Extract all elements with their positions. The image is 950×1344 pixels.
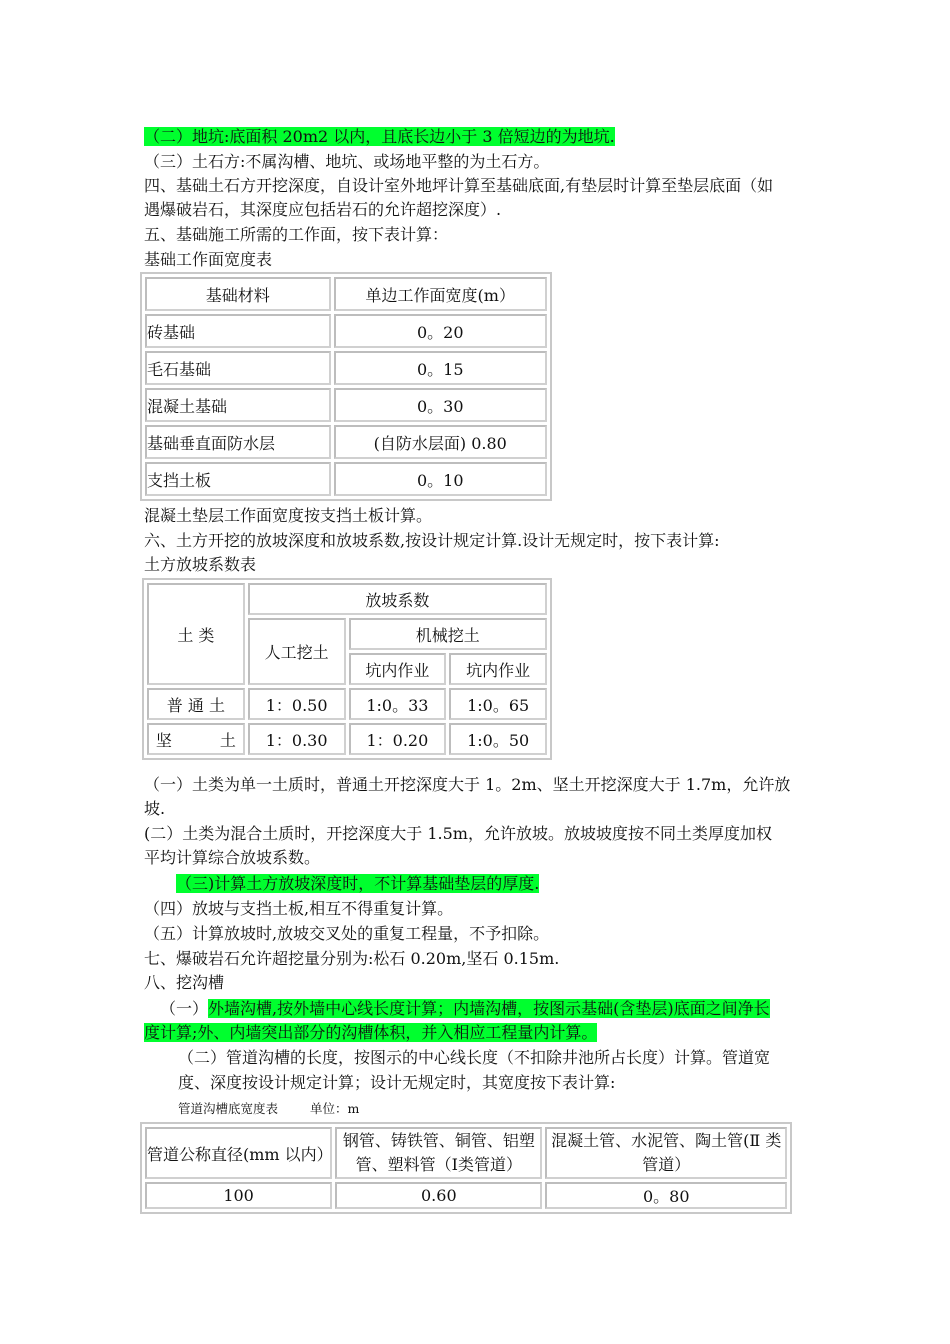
table-row: [145, 1182, 787, 1209]
table1-cell: 支挡土板: [145, 462, 331, 496]
slope-coefficient-table: [142, 578, 552, 760]
table2-cell: 1:0。65: [449, 688, 547, 720]
table-row: [145, 388, 547, 422]
table3-cell: 0。80: [545, 1182, 787, 1209]
table2-cell: 普 通 土: [147, 688, 245, 720]
table-row: [145, 351, 547, 385]
paragraph-no-double-count: （四）放坡与支挡土板,相互不得重复计算。: [144, 899, 454, 918]
table1-cell: 0。30: [334, 388, 548, 422]
paragraph-single-soil-line2: 坡.: [144, 799, 166, 818]
table2-cell: 1：0.20: [349, 723, 447, 755]
paragraph-mixed-soil-line2: 平均计算综合放坡系数。: [144, 848, 321, 867]
paragraph-slope-depth: （三)计算土方放坡深度时，不计算基础垫层的厚度.: [176, 874, 540, 893]
table1-header-material: 基础材料: [145, 277, 331, 311]
table1-cell: 基础垂直面防水层: [145, 425, 331, 459]
paragraph-wall-trench-line1: （一）外墙沟槽,按外墙中心线长度计算；内墙沟槽，按图示基础(含垫层)底面之间净长: [160, 999, 770, 1018]
paragraph-cushion-note: 混凝土垫层工作面宽度按支挡土板计算。: [144, 506, 433, 525]
paragraph-pipe-trench-line1: （二）管道沟槽的长度，按图示的中心线长度（不扣除井池所占长度）计算。管道宽: [178, 1048, 771, 1067]
table3-header-class2: 混凝土管、水泥管、陶土管(Ⅱ 类管道）: [545, 1127, 787, 1179]
table2-machine-header: 机械挖土: [349, 618, 548, 650]
paragraph-slope-intro: 六、土方开挖的放坡深度和放坡系数,按设计规定计算.设计无规定时，按下表计算:: [144, 531, 720, 550]
section-trench-heading: 八、挖沟槽: [144, 973, 225, 992]
table2-caption: 土方放坡系数表: [144, 555, 257, 574]
foundation-workface-table: [140, 272, 552, 501]
table-row: [147, 688, 547, 720]
table2-soil-type: 土 类: [147, 583, 245, 685]
table2-cell: 1:0。50: [449, 723, 547, 755]
paragraph-pit-definition: （二）地坑:底面积 20m2 以内，且底长边小于 3 倍短边的为地坑.: [144, 127, 615, 146]
table-row: [145, 462, 547, 496]
pipe-trench-width-table: [140, 1122, 792, 1214]
paragraph-depth-line1: 四、基础土石方开挖深度，自设计室外地坪计算至基础底面,有垫层时计算至垫层底面（如: [144, 176, 774, 195]
table-row: [147, 723, 547, 755]
paragraph-depth-line2: 遇爆破岩石，其深度应包括岩石的允许超挖深度）.: [144, 200, 502, 219]
table-row: [145, 314, 547, 348]
paragraph-pipe-trench-line2: 度、深度按设计规定计算；设计无规定时，其宽度按下表计算:: [178, 1073, 616, 1092]
table2-slope-header: 放坡系数: [248, 583, 547, 615]
table1-cell: 0。20: [334, 314, 548, 348]
table3-header-class1: 钢管、铸铁管、铜管、铝塑管、塑料管（Ⅰ类管道）: [335, 1127, 542, 1179]
paragraph-working-face: 五、基础施工所需的工作面，按下表计算：: [144, 225, 449, 244]
table2-cell: 坚 土: [147, 723, 245, 755]
table1-cell: 毛石基础: [145, 351, 331, 385]
table1-cell: 砖基础: [145, 314, 331, 348]
table1-cell: (自防水层面) 0.80: [334, 425, 548, 459]
table3-cell: 0.60: [335, 1182, 542, 1209]
table2-pit-header-1: 坑内作业: [349, 653, 447, 685]
paragraph-earthwork-definition: （三）土石方:不属沟槽、地坑、或场地平整的为土石方。: [144, 152, 550, 171]
paragraph-wall-trench-line2: 度计算;外、内墙突出部分的沟槽体积，并入相应工程量内计算。: [144, 1023, 598, 1042]
paragraph-overlap: （五）计算放坡时,放坡交叉处的重复工程量，不予扣除。: [144, 924, 550, 943]
table2-pit-header-2: 坑内作业: [449, 653, 547, 685]
paragraph-mixed-soil-line1: (二）土类为混合土质时，开挖深度大于 1.5m，允许放坡。放坡坡度按不同土类厚度加权: [144, 824, 772, 843]
paragraph-blasting: 七、爆破岩石允许超挖量分别为:松石 0.20m,坚石 0.15m.: [144, 949, 560, 968]
table1-cell: 混凝土基础: [145, 388, 331, 422]
table1-cell: 0。10: [334, 462, 548, 496]
table3-cell: 100: [145, 1182, 332, 1209]
table-row: [145, 425, 547, 459]
table1-header-width: 单边工作面宽度(m）: [334, 277, 548, 311]
table1-cell: 0。15: [334, 351, 548, 385]
table3-header-diameter: 管道公称直径(mm 以内）: [145, 1127, 332, 1179]
table1-caption: 基础工作面宽度表: [144, 250, 273, 269]
table2-cell: 1：0.30: [248, 723, 346, 755]
table2-cell: 1:0。33: [349, 688, 447, 720]
table3-caption: 管道沟槽底宽度表 单位：m: [178, 1101, 360, 1116]
table2-manual-header: 人工挖土: [248, 618, 346, 685]
paragraph-single-soil-line1: （一）土类为单一土质时，普通土开挖深度大于 1。2m、坚土开挖深度大于 1.7m，允许放: [144, 775, 791, 794]
table2-cell: 1：0.50: [248, 688, 346, 720]
